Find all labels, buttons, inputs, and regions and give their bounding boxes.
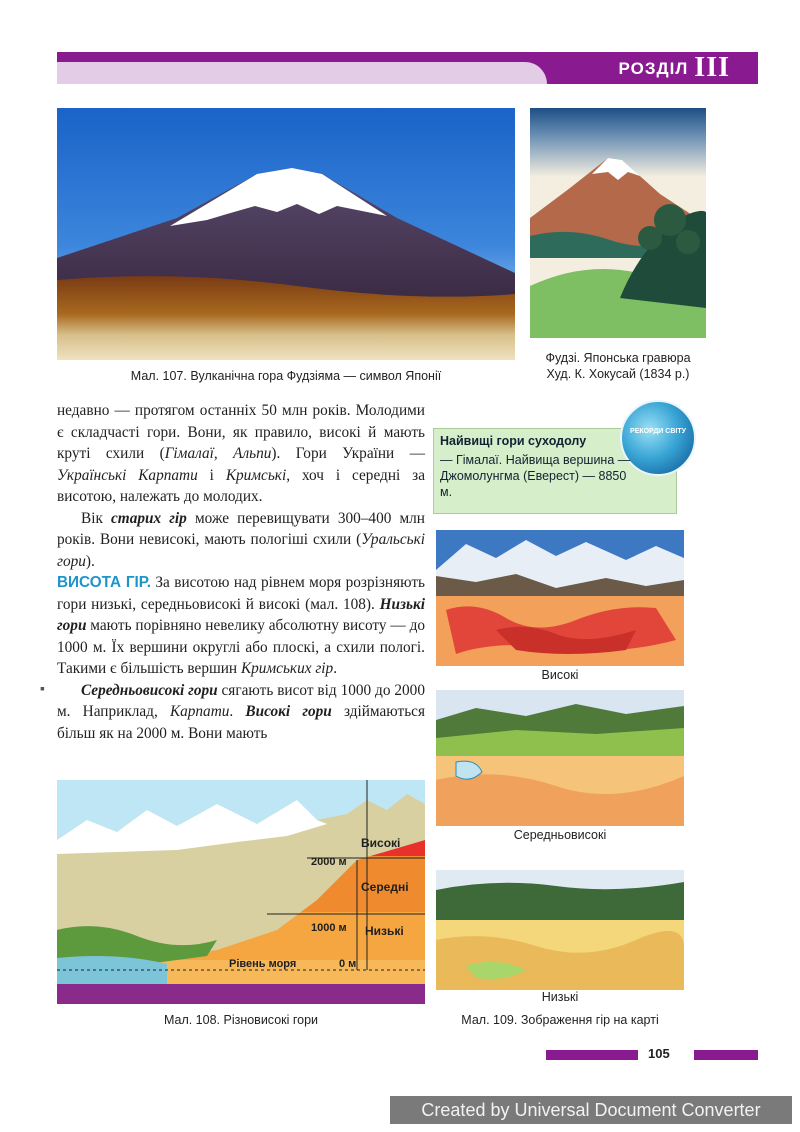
section-title [619, 53, 730, 84]
map-low-label: Низькі [541, 990, 579, 1004]
section-heading: ВИСОТА ГІР. [57, 574, 151, 591]
fig108-caption: Мал. 108. Різновисокі гори [163, 1013, 319, 1027]
header-band [57, 62, 547, 84]
paragraph-2: Вік старих гір може перевищувати 300–400 млн років. Вони невисокі, мають пологіші схили (Уральські гори). [57, 509, 425, 570]
sea-level-label: Рівень моря [229, 958, 297, 970]
fig107-caption: Мал. 107. Вулканічна гора Фудзіяма — символ Японії [130, 369, 442, 383]
paragraph-4: Середньовисокі гори сягають висот від 1000 до 2000 м. Наприклад, Карпати. Високі гори здіймаються більш як на 2000 м. Вони мають [57, 681, 426, 742]
main-text [57, 400, 425, 744]
hokusai-woodcut [530, 108, 706, 338]
globe-text: РЕКОРДИ СВІТУ [630, 428, 686, 435]
zone-label-low: Низькі [365, 924, 404, 938]
margin-bullet: ▪ [40, 680, 45, 696]
record-title: Найвищі гори суходолу [440, 434, 587, 448]
map-high-image [436, 530, 684, 666]
woodcut-caption-line1: Фудзі. Японська гравюра [545, 351, 691, 365]
fuji-photo [57, 108, 515, 360]
paragraph-1: недавно — протягом останніх 50 млн років. Молодими є складчасті гори. Вони, як правило, високі й мають круті схили (Гімалаї, Альпи). Гори України — Українські Карпати і Кримські, хоч і середні за висотою, належать до молодих. [57, 402, 426, 505]
map-low-image [436, 870, 684, 990]
section-roman: III [694, 52, 730, 83]
zone-label-high: Високі [361, 836, 401, 850]
footer-bar-right [694, 1050, 758, 1060]
mark-2000: 2000 м [311, 856, 347, 868]
fig109-caption: Мал. 109. Зображення гір на карті [461, 1013, 659, 1027]
section-word: РОЗДІЛ [618, 59, 689, 78]
woodcut-caption [520, 350, 716, 382]
map-mid-label: Середньовисокі [513, 828, 607, 842]
zone-label-mid: Середні [361, 880, 409, 894]
record-body: — Гімалаї. Найвища вершина — Джомолунгма (Еверест) — 8850 м. [440, 453, 631, 499]
woodcut-caption-line2: Худ. К. Хокусай (1834 р.) [546, 367, 690, 381]
converter-watermark: Created by Universal Document Converter [390, 1096, 792, 1124]
mark-1000: 1000 м [311, 922, 347, 934]
map-mid-image [436, 690, 684, 826]
footer-bar-left [546, 1050, 638, 1060]
paragraph-3: ВИСОТА ГІР. За висотою над рівнем моря розрізняють гори низькі, середньовисокі й високі (мал. 108). Низькі гори мають порівняно невелику абсолютну висоту — до 1000 м. Їх вершини округлі або плоскі, а схили пологі. Такими є більшість вершин Кримських гір. [57, 574, 425, 677]
height-zones-diagram [57, 780, 425, 1004]
mark-0: 0 м [339, 958, 357, 970]
page-number: 105 [648, 1046, 670, 1061]
map-high-label: Високі [541, 668, 579, 682]
